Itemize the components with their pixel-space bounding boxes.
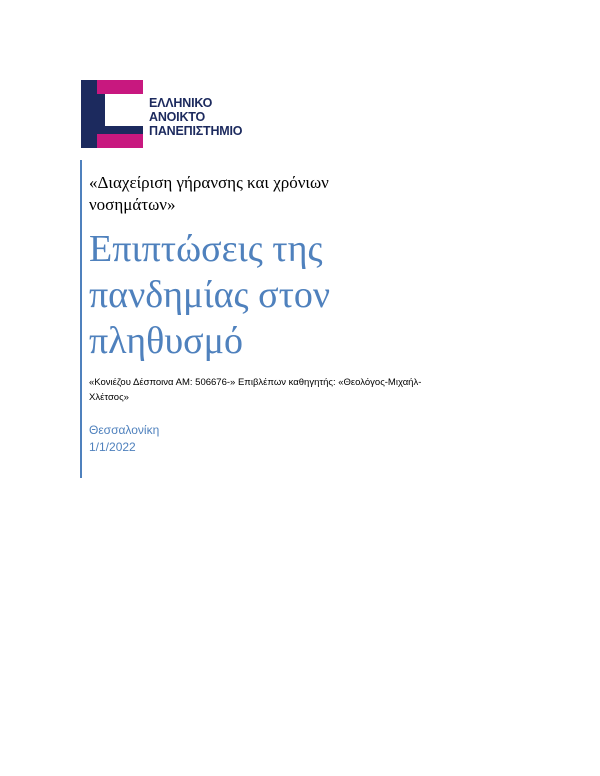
logo-text: [149, 96, 242, 138]
author-supervisor-line: «Κονιέζου Δέσποινα ΑΜ: 506676-» Επιβλέπων καθηγητής: «Θεολόγος-Μιχαήλ-Χλέτσος»: [89, 377, 422, 403]
logo-line-2: ΑΝΟΙΚΤΟ: [149, 110, 206, 124]
place-date-block: [89, 422, 159, 456]
date-text: 1/1/2022: [89, 440, 136, 454]
university-logo: [81, 80, 281, 150]
course-subtitle: «Διαχείριση γήρανσης και χρόνιων νοσημάτων»: [89, 173, 329, 214]
logo-line-1: ΕΛΛΗΝΙΚΟ: [149, 96, 213, 110]
university-logo-mark-icon: [81, 80, 143, 148]
accent-vertical-rule: [80, 160, 82, 478]
place-text: Θεσσαλονίκη: [89, 423, 160, 437]
document-title: Επιπτώσεις της πανδημίας στον πληθυσμό: [89, 228, 331, 362]
logo-line-3: ΠΑΝΕΠΙΣΤΗΜΙΟ: [149, 124, 243, 138]
